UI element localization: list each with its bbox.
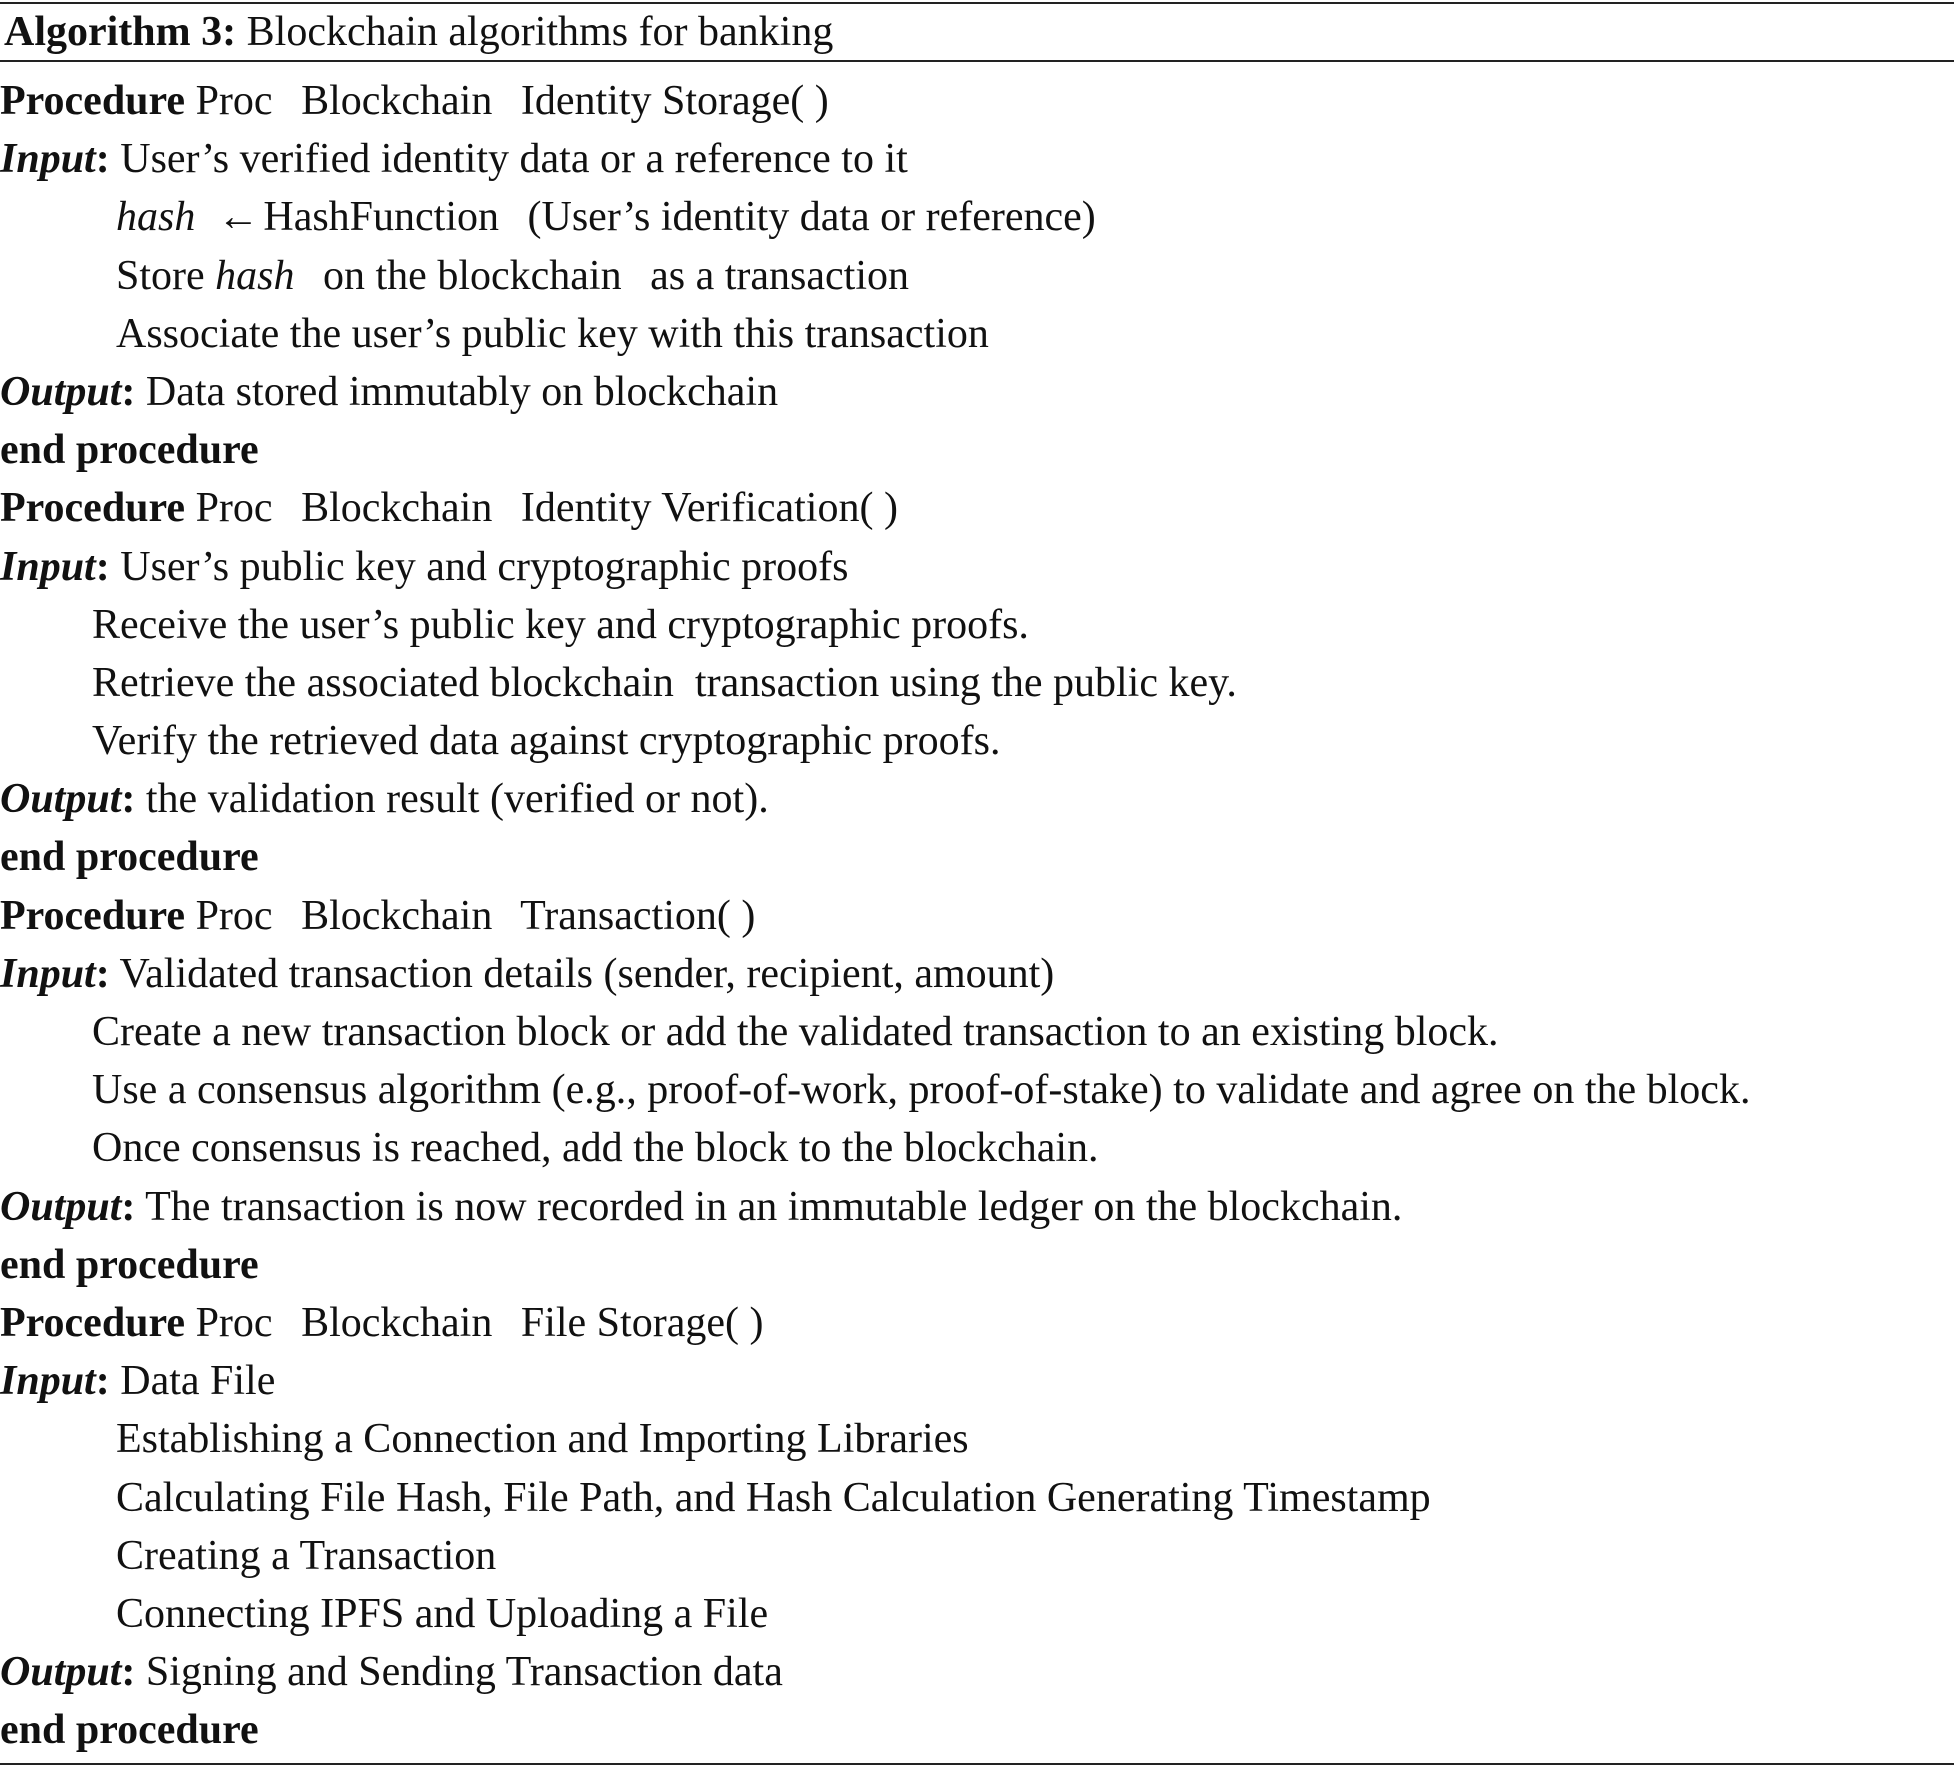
procedure-keyword: Procedure (0, 1299, 186, 1346)
output-keyword: Output (0, 1649, 122, 1696)
step-text: as a transaction (650, 252, 909, 299)
end-procedure: end procedure (0, 834, 259, 881)
procedure-header (0, 72, 1954, 130)
step-line: Connecting IPFS and Uploading a File (116, 1590, 769, 1637)
algorithm-body (0, 72, 1954, 1759)
algorithm-label: Algorithm 3: (4, 9, 237, 55)
procedure-domain: Blockchain (301, 485, 493, 532)
procedure-name: Identity Storage( ) (520, 78, 829, 124)
output-line: Output: Data stored immutably on blockchain (0, 368, 779, 415)
input-line: Input: Validated transaction details (sender, recipient, amount) (0, 950, 1055, 997)
step-line: Creating a Transaction (116, 1532, 497, 1579)
output-keyword: Output (0, 776, 122, 823)
input-keyword: Input (0, 543, 96, 590)
step-line (0, 305, 1954, 363)
procedure-header (0, 887, 1954, 945)
output-line: Output: The transaction is now recorded in an immutable ledger on the blockchain. (0, 1183, 1403, 1230)
procedure-keyword: Procedure (0, 892, 186, 939)
output-keyword: Output (0, 1183, 122, 1230)
step-function: HashFunction (263, 194, 500, 241)
step-line: Establishing a Connection and Importing Libraries (116, 1416, 969, 1463)
input-line: Input: Data File (0, 1358, 276, 1405)
input-text: User’s verified identity data or a reference to it (120, 136, 908, 183)
end-procedure: end procedure (0, 1241, 259, 1288)
procedure-header (0, 1294, 1954, 1352)
step-variable: hash (116, 194, 196, 241)
step-line (0, 247, 1954, 305)
procedure-proc: Proc (195, 892, 273, 939)
output-text: the validation result (verified or not). (145, 776, 769, 823)
procedure-proc: Proc (195, 1299, 273, 1346)
step-line: Receive the user’s public key and cryptographic proofs. (92, 601, 1029, 648)
procedure-proc: Proc (195, 78, 273, 124)
input-text: Validated transaction details (sender, recipient, amount) (119, 950, 1055, 997)
input-text: User’s public key and cryptographic proofs (120, 543, 849, 590)
algorithm-title: Blockchain algorithms for banking (246, 9, 834, 55)
step-argument: (User’s identity data or reference) (527, 194, 1096, 241)
step-line: Verify the retrieved data against cryptographic proofs. (92, 718, 1001, 765)
input-text: Data File (120, 1358, 276, 1405)
output-line: Output: Signing and Sending Transaction data (0, 1649, 783, 1696)
output-text: The transaction is now recorded in an immutable ledger on the blockchain. (145, 1183, 1403, 1230)
procedure-name: File Storage( ) (520, 1299, 764, 1346)
caption-rule (0, 60, 1954, 62)
input-keyword: Input (0, 1358, 96, 1405)
procedure-proc: Proc (195, 485, 273, 532)
input-keyword: Input (0, 950, 96, 997)
step-text: on the blockchain (323, 252, 622, 299)
input-line: Input: User’s verified identity data or a reference to it (0, 136, 908, 183)
step-line: Once consensus is reached, add the block to the blockchain. (92, 1125, 1099, 1172)
output-text: Signing and Sending Transaction data (145, 1649, 783, 1696)
procedure-name: Identity Verification( ) (520, 485, 898, 532)
input-line: Input: User’s public key and cryptographic proofs (0, 543, 849, 590)
input-keyword: Input (0, 136, 96, 183)
procedure-keyword: Procedure (0, 78, 186, 124)
output-text: Data stored immutably on blockchain (145, 368, 779, 415)
output-line: Output: the validation result (verified or not). (0, 776, 769, 823)
step-text: Associate the user’s public key with this transaction (116, 310, 989, 357)
procedure-domain: Blockchain (301, 892, 493, 939)
end-procedure: end procedure (0, 1707, 259, 1754)
step-line (0, 188, 1954, 246)
step-line: Create a new transaction block or add the validated transaction to an existing block. (92, 1009, 1499, 1055)
step-text: Store (116, 252, 205, 299)
step-variable: hash (215, 252, 295, 299)
step-line: Use a consensus algorithm (e.g., proof-of-work, proof-of-stake) to validate and agree on the block. (92, 1067, 1751, 1114)
procedure-header (0, 479, 1954, 537)
output-keyword: Output (0, 368, 122, 415)
algorithm-caption (4, 4, 833, 60)
step-line: Calculating File Hash, File Path, and Hash Calculation Generating Timestamp (116, 1474, 1431, 1521)
procedure-domain: Blockchain (301, 1299, 493, 1346)
procedure-name: Transaction( ) (520, 892, 756, 939)
step-line: Retrieve the associated blockchain transaction using the public key. (92, 659, 1237, 706)
end-procedure: end procedure (0, 427, 259, 474)
procedure-domain: Blockchain (301, 78, 493, 124)
assign-arrow-icon: ← (217, 194, 260, 241)
bottom-rule (0, 1763, 1954, 1765)
procedure-keyword: Procedure (0, 485, 186, 532)
